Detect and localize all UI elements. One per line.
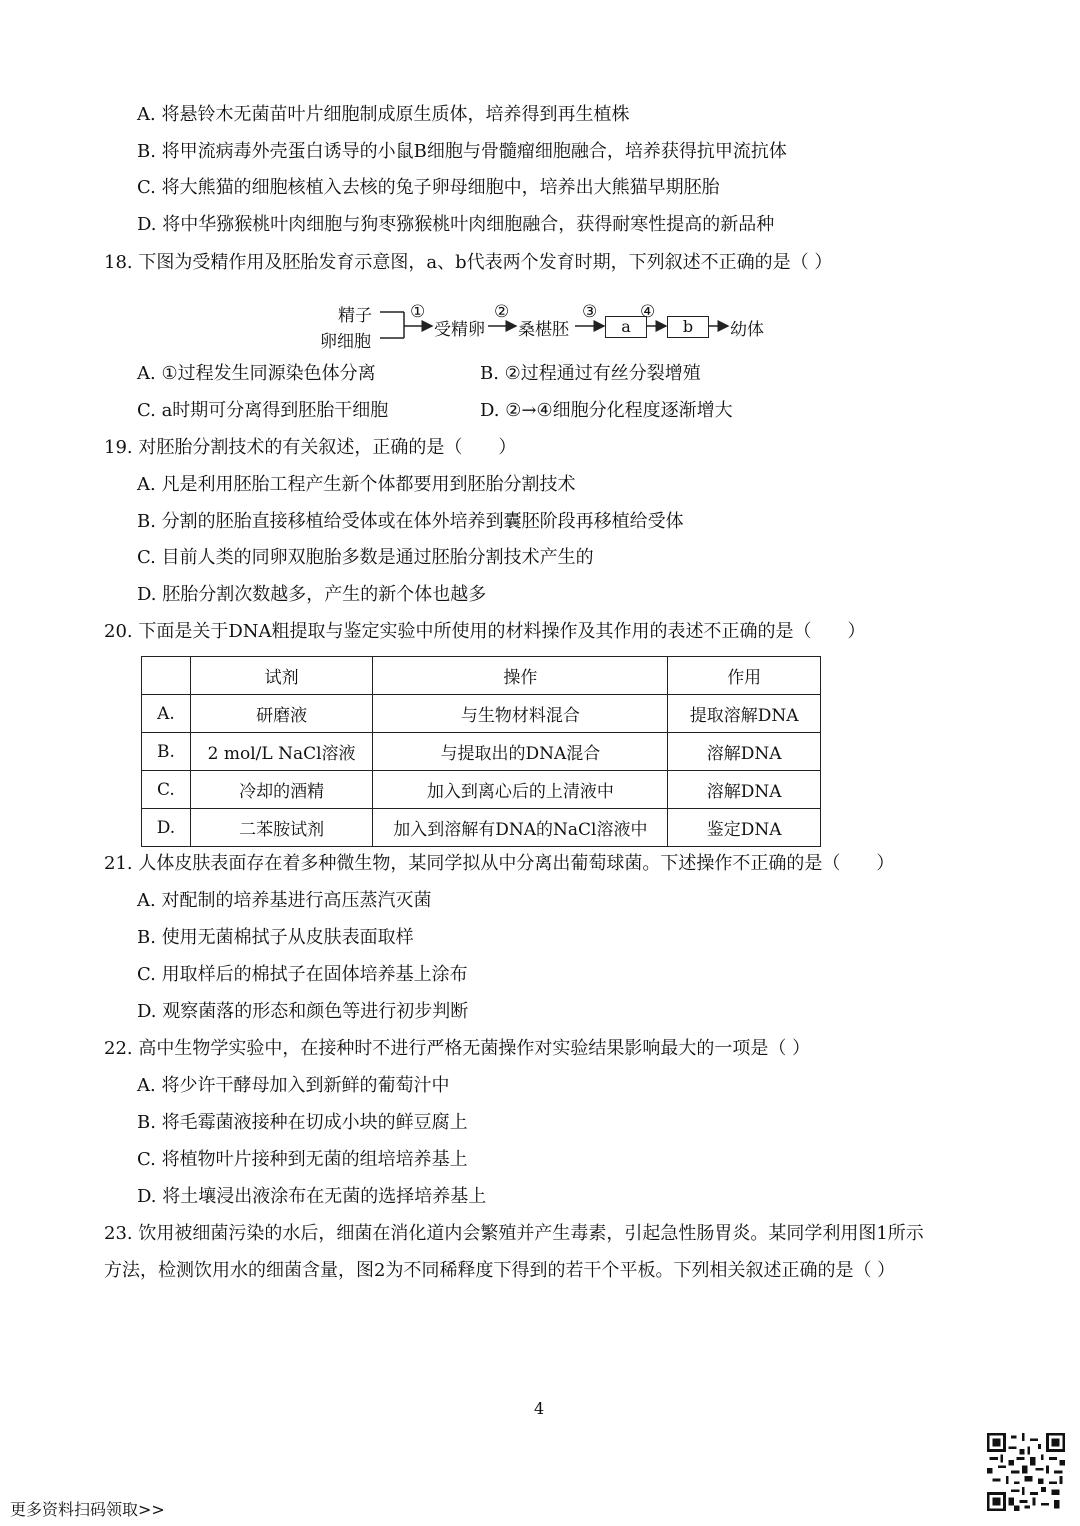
table-row bbox=[142, 695, 821, 733]
q20-stem: 20. 下面是关于DNA粗提取与鉴定实验中所使用的材料操作及其作用的表述不正确的是（ ） bbox=[104, 621, 866, 642]
q18-option-d: D. ②→④细胞分化程度逐渐增大 bbox=[480, 400, 733, 421]
table-row bbox=[142, 733, 821, 771]
q22-stem: 22. 高中生物学实验中，在接种时不进行严格无菌操作对实验结果影响最大的一项是（ ） bbox=[104, 1038, 811, 1059]
table-cell: A. bbox=[142, 695, 191, 733]
table-cell: 2 mol/L NaCl溶液 bbox=[190, 733, 372, 771]
q19-option-c: C. 目前人类的同卵双胞胎多数是通过胚胎分割技术产生的 bbox=[137, 547, 594, 568]
morula-label: 桑椹胚 bbox=[518, 320, 569, 340]
fertilization-flow-diagram bbox=[320, 298, 770, 354]
reagent-table bbox=[141, 656, 821, 847]
table-header-row bbox=[142, 657, 821, 695]
page-number: 4 bbox=[534, 1399, 545, 1418]
step-4-label: ④ bbox=[640, 302, 656, 322]
step-2-label: ② bbox=[494, 302, 510, 322]
table-header: 试剂 bbox=[190, 657, 372, 695]
step-3-label: ③ bbox=[582, 302, 598, 322]
q17-option-a: A. 将悬铃木无菌苗叶片细胞制成原生质体，培养得到再生植株 bbox=[137, 104, 630, 125]
table-header: 操作 bbox=[373, 657, 668, 695]
adult-label: 幼体 bbox=[730, 320, 764, 340]
table-row bbox=[142, 771, 821, 809]
q21-option-a: A. 对配制的培养基进行高压蒸汽灭菌 bbox=[137, 890, 432, 911]
q21-option-c: C. 用取样后的棉拭子在固体培养基上涂布 bbox=[137, 964, 468, 985]
q21-stem: 21. 人体皮肤表面存在着多种微生物，某同学拟从中分离出葡萄球菌。下述操作不正确的是（ ） bbox=[104, 853, 895, 874]
q19-option-d: D. 胚胎分割次数越多，产生的新个体也越多 bbox=[137, 584, 487, 605]
q17-option-d: D. 将中华猕猴桃叶肉细胞与狗枣猕猴桃叶肉细胞融合，获得耐寒性提高的新品种 bbox=[137, 214, 775, 235]
table-cell: 提取溶解DNA bbox=[668, 695, 821, 733]
stage-a-box: a bbox=[605, 316, 647, 338]
table-header: 作用 bbox=[668, 657, 821, 695]
table-cell: B. bbox=[142, 733, 191, 771]
q19-stem: 19. 对胚胎分割技术的有关叙述，正确的是（ ） bbox=[104, 437, 517, 458]
table-cell: 溶解DNA bbox=[668, 771, 821, 809]
table-cell: 加入到离心后的上清液中 bbox=[373, 771, 668, 809]
q18-option-c: C. a时期可分离得到胚胎干细胞 bbox=[137, 400, 389, 421]
q22-option-d: D. 将土壤浸出液涂布在无菌的选择培养基上 bbox=[137, 1186, 487, 1207]
stage-b-box: b bbox=[667, 316, 709, 338]
qr-code-icon bbox=[987, 1433, 1065, 1511]
table-cell: 与生物材料混合 bbox=[373, 695, 668, 733]
table-cell: 研磨液 bbox=[190, 695, 372, 733]
table-cell: 与提取出的DNA混合 bbox=[373, 733, 668, 771]
zygote-label: 受精卵 bbox=[434, 320, 485, 340]
q22-option-c: C. 将植物叶片接种到无菌的组培培养基上 bbox=[137, 1149, 468, 1170]
table-cell: 冷却的酒精 bbox=[190, 771, 372, 809]
table-cell: 鉴定DNA bbox=[668, 809, 821, 847]
q17-option-c: C. 将大熊猫的细胞核植入去核的兔子卵母细胞中，培养出大熊猫早期胚胎 bbox=[137, 177, 720, 198]
q19-option-b: B. 分割的胚胎直接移植给受体或在体外培养到囊胚阶段再移植给受体 bbox=[137, 511, 684, 532]
egg-label: 卵细胞 bbox=[320, 332, 371, 352]
footer-note: 更多资料扫码领取>> bbox=[10, 1500, 165, 1519]
q22-option-a: A. 将少许干酵母加入到新鲜的葡萄汁中 bbox=[137, 1075, 450, 1096]
sperm-label: 精子 bbox=[338, 306, 372, 326]
q18-option-b: B. ②过程通过有丝分裂增殖 bbox=[480, 363, 701, 384]
table-cell: D. bbox=[142, 809, 191, 847]
q22-option-b: B. 将毛霉菌液接种在切成小块的鲜豆腐上 bbox=[137, 1112, 468, 1133]
q17-option-b: B. 将甲流病毒外壳蛋白诱导的小鼠B细胞与骨髓瘤细胞融合，培养获得抗甲流抗体 bbox=[137, 141, 787, 162]
table-cell: 溶解DNA bbox=[668, 733, 821, 771]
table-header bbox=[142, 657, 191, 695]
table-row bbox=[142, 809, 821, 847]
step-1-label: ① bbox=[410, 302, 426, 322]
q19-option-a: A. 凡是利用胚胎工程产生新个体都要用到胚胎分割技术 bbox=[137, 474, 576, 495]
q21-option-d: D. 观察菌落的形态和颜色等进行初步判断 bbox=[137, 1001, 469, 1022]
table-cell: 加入到溶解有DNA的NaCl溶液中 bbox=[373, 809, 668, 847]
q21-option-b: B. 使用无菌棉拭子从皮肤表面取样 bbox=[137, 927, 414, 948]
q18-option-a: A. ①过程发生同源染色体分离 bbox=[137, 363, 376, 384]
q18-stem: 18. 下图为受精作用及胚胎发育示意图，a、b代表两个发育时期，下列叙述不正确的是（ ） bbox=[104, 252, 833, 273]
table-cell: C. bbox=[142, 771, 191, 809]
q23-stem-line-2: 方法，检测饮用水的细菌含量，图2为不同稀释度下得到的若干个平板。下列相关叙述正确的是（ ） bbox=[104, 1260, 896, 1281]
table-cell: 二苯胺试剂 bbox=[190, 809, 372, 847]
q23-stem-line-1: 23. 饮用被细菌污染的水后，细菌在消化道内会繁殖并产生毒素，引起急性肠胃炎。某同学利用图1所示 bbox=[104, 1223, 924, 1244]
